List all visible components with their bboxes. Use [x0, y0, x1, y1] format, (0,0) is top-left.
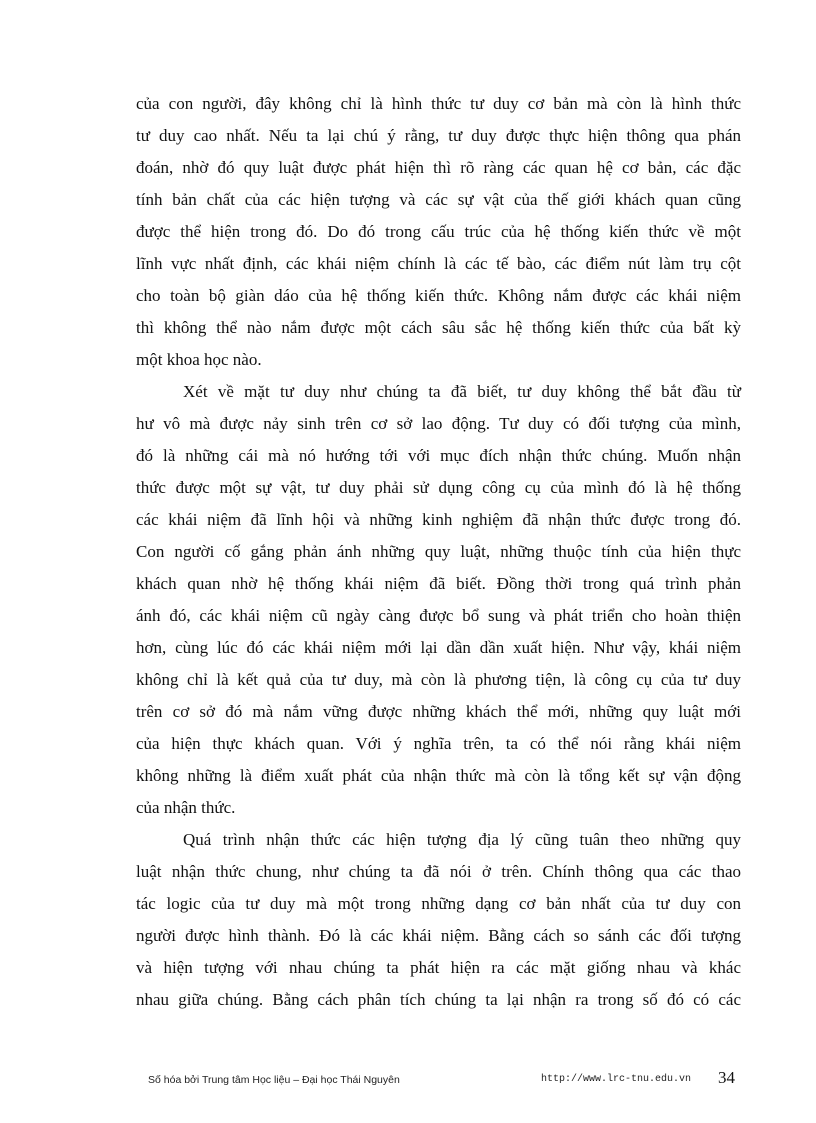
text-line: một khoa học nào.	[136, 350, 262, 369]
footer-url[interactable]: http://www.lrc-tnu.edu.vn	[541, 1074, 692, 1085]
text-line: Quá trình nhận thức các hiện tượng địa lý cũng tuân theo những quy	[183, 830, 741, 849]
page-number: 34	[718, 1068, 735, 1087]
text-line: đó là những cái mà nó hướng tới với mục đích nhận thức chúng. Muốn nhận	[136, 446, 741, 465]
text-line: của nhận thức.	[136, 798, 236, 817]
text-line: của hiện thực khách quan. Với ý nghĩa trên, ta có thể nói rằng khái niệm	[136, 734, 741, 753]
text-line: tư duy cao nhất. Nếu ta lại chú ý rằng, tư duy được thực hiện thông qua phán	[136, 126, 741, 145]
text-line: thức được một sự vật, tư duy phải sử dụng công cụ của mình đó là hệ thống	[136, 478, 741, 497]
text-line: ánh đó, các khái niệm cũ ngày càng được bổ sung và phát triển cho hoàn thiện	[136, 606, 741, 625]
text-line: trên cơ sở đó mà nắm vững được những khách thể mới, những quy luật mới	[136, 702, 741, 721]
page-footer	[0, 1070, 816, 1094]
text-line: tác logic của tư duy mà một trong những dạng cơ bản nhất của tư duy con	[136, 894, 741, 913]
text-line: hư vô mà được nảy sinh trên cơ sở lao động. Tư duy có đối tượng của mình,	[136, 414, 741, 433]
text-line: Con người cố gắng phản ánh những quy luật, những thuộc tính của hiện thực	[136, 542, 741, 561]
paragraph-1	[136, 88, 741, 376]
text-line: cho toàn bộ giàn dáo của hệ thống kiến thức. Không nắm được các khái niệm	[136, 286, 741, 305]
text-line: Xét về mặt tư duy như chúng ta đã biết, tư duy không thể bắt đầu từ	[183, 382, 741, 401]
page-body	[136, 88, 741, 1016]
text-line: người được hình thành. Đó là các khái niệm. Bằng cách so sánh các đối tượng	[136, 926, 741, 945]
text-line: khách quan nhờ hệ thống khái niệm đã biết. Đồng thời trong quá trình phản	[136, 574, 741, 593]
text-line: nhau giữa chúng. Bằng cách phân tích chúng ta lại nhận ra trong số đó có các	[136, 990, 741, 1009]
text-line: không chỉ là kết quả của tư duy, mà còn là phương tiện, là công cụ của tư duy	[136, 670, 741, 689]
text-line: luật nhận thức chung, như chúng ta đã nói ở trên. Chính thông qua các thao	[136, 862, 741, 881]
text-line: và hiện tượng với nhau chúng ta phát hiện ra các mặt giống nhau và khác	[136, 958, 741, 977]
paragraph-3	[136, 824, 741, 1016]
text-line: tính bản chất của các hiện tượng và các sự vật của thế giới khách quan cũng	[136, 190, 741, 209]
text-line: lĩnh vực nhất định, các khái niệm chính là các tế bào, các điểm nút làm trụ cột	[136, 254, 741, 273]
text-line: của con người, đây không chỉ là hình thức tư duy cơ bản mà còn là hình thức	[136, 94, 741, 113]
text-line: không những là điểm xuất phát của nhận thức mà còn là tổng kết sự vận động	[136, 766, 741, 785]
text-line: các khái niệm đã lĩnh hội và những kinh nghiệm đã nhận thức được trong đó.	[136, 510, 741, 529]
paragraph-2	[136, 376, 741, 824]
text-line: hơn, cùng lúc đó các khái niệm mới lại dần dần xuất hiện. Như vậy, khái niệm	[136, 638, 741, 657]
text-line: được thể hiện trong đó. Do đó trong cấu trúc của hệ thống kiến thức về một	[136, 222, 741, 241]
text-line: thì không thể nào nắm được một cách sâu sắc hệ thống kiến thức của bất kỳ	[136, 318, 741, 337]
footer-source: Số hóa bởi Trung tâm Học liệu – Đại học Thái Nguyên	[148, 1074, 400, 1086]
text-line: đoán, nhờ đó quy luật được phát hiện thì rõ ràng các quan hệ cơ bản, các đặc	[136, 158, 741, 177]
